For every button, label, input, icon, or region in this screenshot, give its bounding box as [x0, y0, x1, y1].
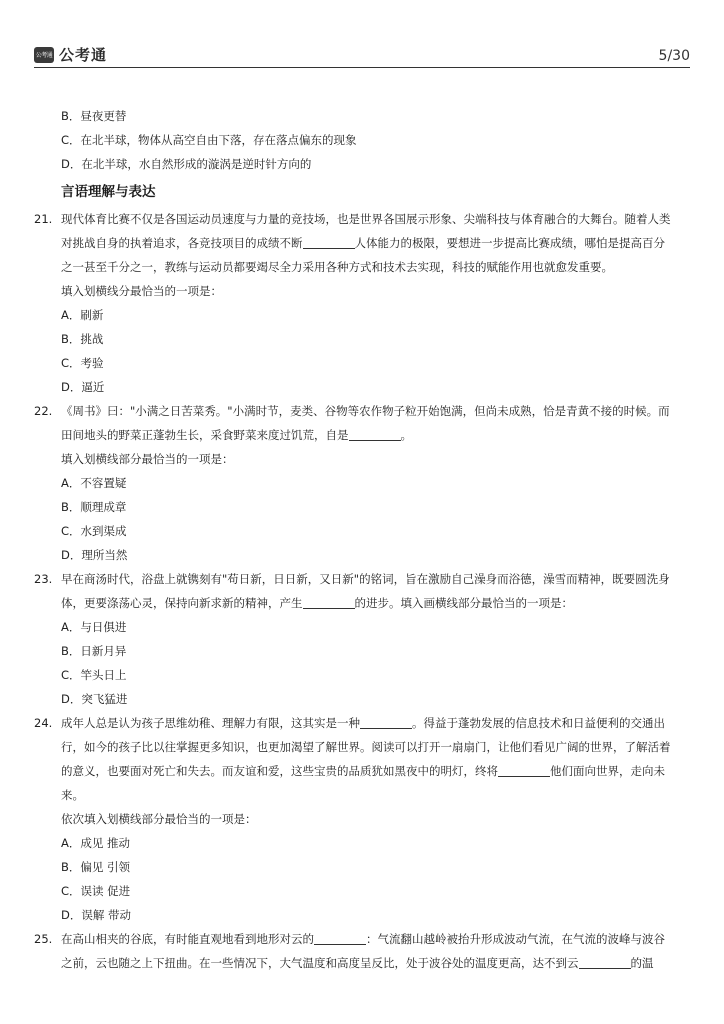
page-number: 5/30 [658, 48, 690, 64]
option-b: B．挑战 [61, 332, 104, 346]
question-number: 23. [34, 572, 53, 586]
question-text: 的温 [630, 956, 654, 970]
header-divider [34, 67, 690, 68]
question-line [34, 951, 690, 975]
question-number: 24. [34, 716, 53, 730]
question-text: 在高山相夹的谷底，有时能直观地看到地形对云的 [61, 932, 314, 946]
question-number: 25. [34, 932, 53, 946]
question-text: ：气流翻山越岭被抬升形成波动气流，在气流的波峰与波谷 [366, 932, 665, 946]
question-line [34, 735, 690, 759]
question-text: 。 [400, 428, 412, 442]
answer-blank [349, 426, 401, 441]
answer-blank [498, 762, 550, 777]
question-prompt: 依次填入划横线部分最恰当的一项是： [61, 812, 257, 826]
question-text: 之前，云也随之上下扭曲。在一些情况下，大气温度和高度呈反比，处于波谷处的温度更高，达不到云 [61, 956, 579, 970]
option-a: A．与日俱进 [61, 620, 127, 634]
question-line [34, 567, 690, 591]
question-text: 的进步。填入画横线部分最恰当的一项是： [354, 596, 573, 610]
question-23 [34, 567, 690, 711]
option-d: D．理所当然 [61, 548, 128, 562]
question-text: 体，更要涤荡心灵，保持向新求新的精神，产生 [61, 596, 303, 610]
question-text: 。得益于蓬勃发展的信息技术和日益便利的交通出 [412, 716, 665, 730]
question-line [34, 207, 690, 231]
question-21 [34, 207, 690, 399]
answer-blank [303, 234, 355, 249]
page-header [34, 44, 690, 68]
question-line [34, 783, 690, 807]
answer-blank [314, 930, 366, 945]
document-body [34, 104, 690, 975]
brand-name: 公考通 [59, 46, 108, 64]
question-text: 对挑战自身的执着追求，各竞技项目的成绩不断 [61, 236, 303, 250]
question-text: 来。 [61, 788, 84, 802]
brand-logo [34, 44, 107, 65]
question-text: 人体能力的极限，要想进一步提高比赛成绩，哪怕是提高百分 [354, 236, 665, 250]
option-d: D．突飞猛进 [61, 692, 128, 706]
question-text: 他们面向世界，走向未 [550, 764, 665, 778]
question-25 [34, 927, 690, 975]
option-c: C．水到渠成 [61, 524, 127, 538]
section-title: 言语理解与表达 [61, 184, 156, 200]
question-number: 22. [34, 404, 53, 418]
question-text: 现代体育比赛不仅是各国运动员速度与力量的竞技场，也是世界各国展示形象、尖端科技与体育融合的大舞台。随着人类 [61, 212, 671, 226]
option-b: B．顺理成章 [61, 500, 127, 514]
question-line [34, 423, 690, 447]
question-22 [34, 399, 690, 567]
question-text: 之一甚至千分之一，教练与运动员都要竭尽全力采用各种方式和技术去实现，科技的赋能作用也就愈发重要。 [61, 260, 613, 274]
option-a: A．成见 推动 [61, 836, 131, 850]
question-line [34, 255, 690, 279]
answer-blank [303, 594, 355, 609]
question-line [34, 399, 690, 423]
question-text: 成年人总是认为孩子思维幼稚、理解力有限，这其实是一种 [61, 716, 360, 730]
question-line [34, 591, 690, 615]
option-a: A．不容置疑 [61, 476, 127, 490]
option-b: B．昼夜更替 [61, 109, 127, 123]
option-c: C．误读 促进 [61, 884, 131, 898]
question-line [34, 711, 690, 735]
answer-blank [579, 954, 631, 969]
option-a: A．刷新 [61, 308, 104, 322]
option-d: D．在北半球，水自然形成的漩涡是逆时针方向的 [61, 157, 312, 171]
option-b: B．偏见 引领 [61, 860, 131, 874]
option-c: C．在北半球，物体从高空自由下落，存在落点偏东的现象 [61, 133, 357, 147]
option-c: C．考验 [61, 356, 104, 370]
question-text: 的意义，也要面对死亡和失去。而友谊和爱，这些宝贵的品质犹如黑夜中的明灯，终将 [61, 764, 498, 778]
question-24 [34, 711, 690, 927]
question-text: 田间地头的野菜正蓬勃生长，采食野菜来度过饥荒，自是 [61, 428, 349, 442]
question-prompt: 填入划横线分最恰当的一项是： [61, 284, 222, 298]
option-d: D．误解 带动 [61, 908, 132, 922]
question-text: 早在商汤时代，浴盘上就镌刻有"苟日新，日日新，又日新"的铭词，旨在激励自己澡身而浴德，澡雪而精神，既要圆洗身 [61, 572, 670, 586]
option-d: D．逼近 [61, 380, 105, 394]
option-b: B．日新月异 [61, 644, 127, 658]
answer-blank [360, 714, 412, 729]
question-line [34, 231, 690, 255]
logo-mark-icon: 公考通 [34, 47, 54, 63]
question-text: 《周书》曰："小满之日苦菜秀。"小满时节，麦类、谷物等农作物子粒开始饱满，但尚未成熟，恰是青黄不接的时候。而 [61, 404, 670, 418]
question-prompt: 填入划横线部分最恰当的一项是： [61, 452, 234, 466]
question-text: 行，如今的孩子比以往掌握更多知识，也更加渴望了解世界。阅读可以打开一扇扇门，让他们看见广阔的世界，了解活着 [61, 740, 671, 754]
question-number: 21. [34, 212, 53, 226]
question-line [34, 759, 690, 783]
question-line [34, 927, 690, 951]
option-c: C．竿头日上 [61, 668, 127, 682]
